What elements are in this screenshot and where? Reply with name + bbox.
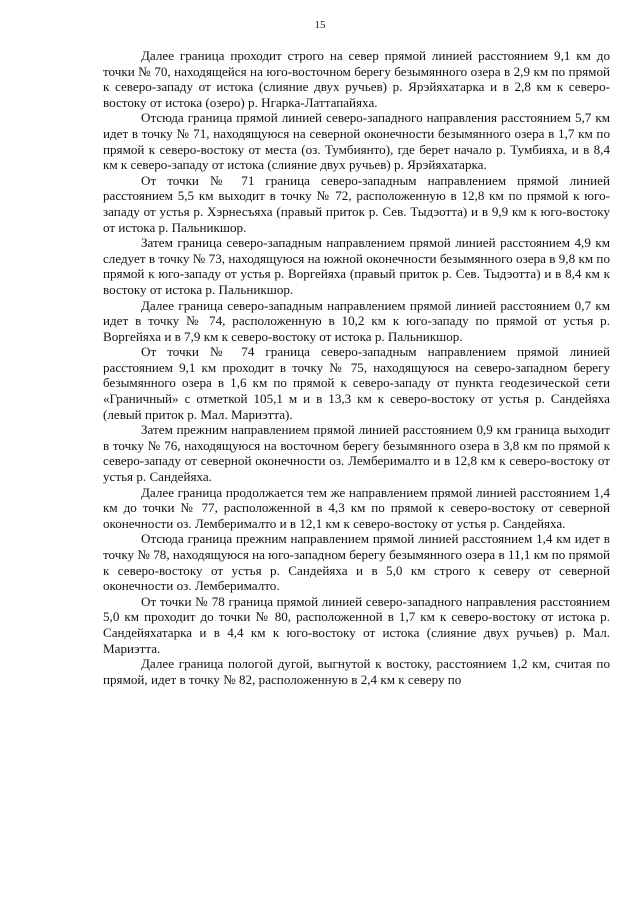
paragraph: Затем граница северо-западным направлением прямой линией расстоянием 4,9 км следует в точку № 73, находящуюся на южной оконечности безымянного озера в 9,8 км по прямой к юго-западу от устья р. Воргейяха (правый приток р. Сев. Тыдэотта) и в 8,4 км к востоку от истока р. Пальникшор. <box>103 235 610 297</box>
paragraph: Далее граница проходит строго на север прямой линией расстоянием 9,1 км до точки № 70, находящейся на юго-восточном берегу безымянного озера в 2,9 км по прямой к северо-западу от истока (слияние двух ручьев) р. Ярэйяхатарка и в 2,8 км к северо-востоку от истока (озеро) р. Нгарка-Латтапайяха. <box>103 48 610 110</box>
page-number: 15 <box>314 19 326 31</box>
paragraph: Далее граница продолжается тем же направлением прямой линией расстоянием 1,4 км до точки № 77, расположенной в 4,3 км по прямой к северо-востоку от северной оконечности оз. Лемберималто и в 12,1 км к северо-востоку от устья р. Сандейяха. <box>103 484 610 531</box>
paragraph: От точки № 71 граница северо-западным направлением прямой линией расстоянием 5,5 км выходит в точку № 72, расположенную в 12,8 км по прямой к юго-западу от устья р. Хэрнесъяха (правый приток р. Сев. Тыдэотта) и в 9,9 км к юго-востоку от истока р. Пальникшор. <box>103 172 610 235</box>
paragraph: Отсюда граница прямой линией северо-западного направления расстоянием 5,7 км идет в точку № 71, находящуюся на северной оконечности безымянного озера в 1,7 км по прямой к северо-востоку от места (оз. Тумбиянто), где берет начало р. Тумбияха, и в 8,4 км к северо-западу от истока (слияние двух ручьев) р. Ярэйяхатарка. <box>103 110 610 173</box>
paragraph: Далее граница северо-западным направлением прямой линией расстоянием 0,7 км идет в точку № 74, расположенную в 10,2 км к юго-западу по прямой от устья р. Воргейяха и в 7,9 км к северо-востоку от истока р. Пальникшор. <box>103 297 610 344</box>
paragraph: Затем прежним направлением прямой линией расстоянием 0,9 км граница выходит в точку № 76, находящуюся на восточном берегу безымянного озера в 3,8 км по прямой к северо-западу от северной оконечности оз. Лемберималто и в 12,8 км к северо-востоку от устья р. Сандейяха. <box>103 422 610 485</box>
paragraph: От точки № 74 граница северо-западным направлением прямой линией расстоянием 9,1 км проходит в точку № 75, находящуюся на северо-западном берегу безымянного озера в 1,6 км по прямой к северо-западу от пункта геодезической сети «Граничный» с отметкой 105,1 м и в 13,3 км к северо-востоку от устья р. Сандейяха (левый приток р. Мал. Мариэтта). <box>103 344 610 422</box>
paragraph: Отсюда граница прежним направлением прямой линией расстоянием 1,4 км идет в точку № 78, находящуюся на юго-западном берегу безымянного озера в 11,1 км по прямой к северо-востоку от устья р. Сандейяха и в 5,0 км строго к северу от северной оконечности оз. Лемберималто. <box>103 531 610 594</box>
body-text <box>103 48 610 687</box>
paragraph: От точки № 78 граница прямой линией северо-западного направления расстоянием 5,0 км проходит до точки № 80, расположенной в 1,7 км к северо-востоку от истока р. Сандейяхатарка и в 4,4 км к юго-востоку от истока (слияние двух ручьев) р. Мал. Мариэтта. <box>103 593 610 656</box>
paragraph: Далее граница пологой дугой, выгнутой к востоку, расстоянием 1,2 км, считая по прямой, идет в точку № 82, расположенную в 2,4 км к северу по <box>103 656 610 687</box>
